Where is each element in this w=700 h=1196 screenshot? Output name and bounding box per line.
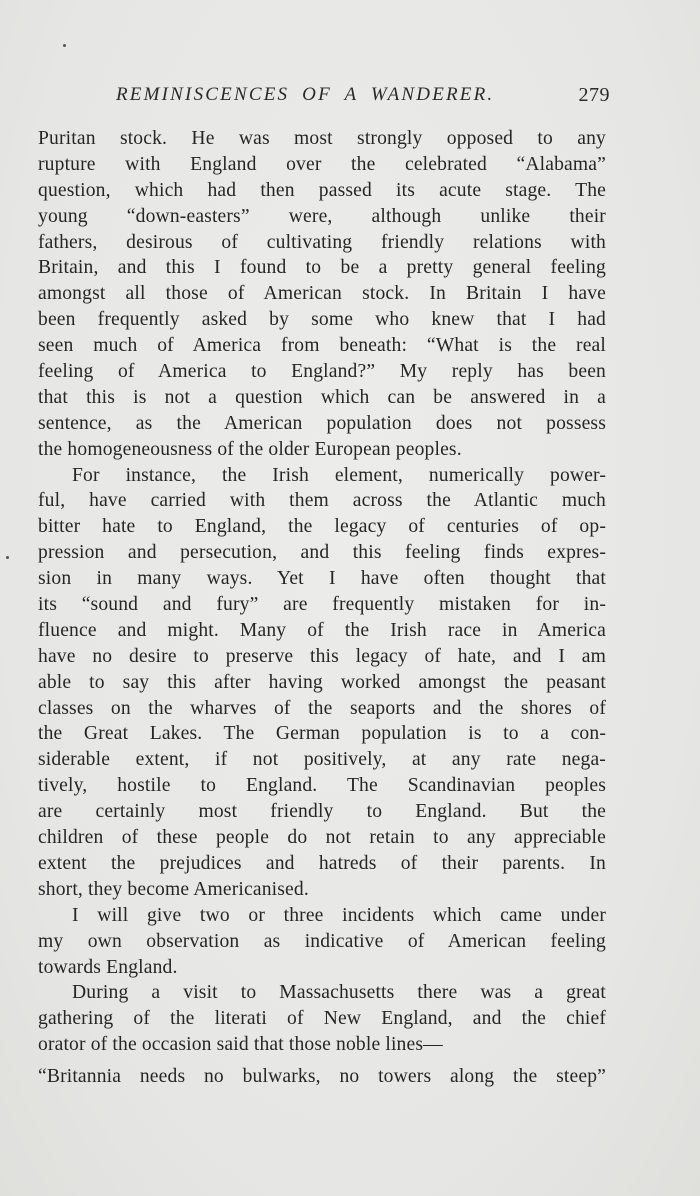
text-line: ful, have carried with them across the Atlantic much bbox=[38, 490, 606, 512]
text-line: siderable extent, if not positively, at any rate nega- bbox=[38, 749, 606, 771]
text-line: the homogeneousness of the older European peoples. bbox=[38, 438, 462, 460]
text-line: my own observation as indicative of American feeling bbox=[38, 930, 606, 952]
text-line: are certainly most friendly to England. But the bbox=[38, 801, 606, 823]
ink-speck bbox=[63, 44, 66, 47]
page-body bbox=[38, 126, 606, 1090]
text-line: fluence and might. Many of the Irish race in America bbox=[38, 619, 606, 641]
text-line: its “sound and fury” are frequently mistaken for in- bbox=[38, 594, 606, 616]
text-line: sion in many ways. Yet I have often thought that bbox=[38, 568, 606, 590]
ink-speck bbox=[6, 556, 9, 559]
text-line: the Great Lakes. The German population is to a con- bbox=[38, 723, 606, 745]
text-line: been frequently asked by some who knew that I had bbox=[38, 309, 606, 331]
text-line: amongst all those of American stock. In Britain I have bbox=[38, 283, 606, 305]
text-line: able to say this after having worked amongst the peasant bbox=[38, 671, 606, 693]
page-number: 279 bbox=[578, 84, 610, 106]
text-line: Britain, and this I found to be a pretty general feeling bbox=[38, 257, 606, 279]
text-line: extent the prejudices and hatreds of their parents. In bbox=[38, 852, 606, 874]
text-line: question, which had then passed its acute stage. The bbox=[38, 179, 606, 201]
text-line: rupture with England over the celebrated “Alabama” bbox=[38, 153, 606, 175]
paragraph-first-line: For instance, the Irish element, numerically power- bbox=[72, 464, 606, 486]
quoted-verse-line: “Britannia needs no bulwarks, no towers along the steep” bbox=[38, 1066, 606, 1088]
text-line: bitter hate to England, the legacy of centuries of op- bbox=[38, 516, 606, 538]
text-line: children of these people do not retain to any appreciable bbox=[38, 827, 606, 849]
paragraph-first-line: I will give two or three incidents which came under bbox=[72, 904, 606, 926]
text-line: orator of the occasion said that those noble lines— bbox=[38, 1034, 443, 1056]
text-line: have no desire to preserve this legacy of hate, and I am bbox=[38, 645, 606, 667]
text-line: sentence, as the American population does not possess bbox=[38, 412, 606, 434]
text-line: towards England. bbox=[38, 956, 178, 978]
running-title: REMINISCENCES OF A WANDERER. bbox=[116, 84, 495, 105]
text-line: young “down-easters” were, although unlike their bbox=[38, 205, 606, 227]
text-line: gathering of the literati of New England, and the chief bbox=[38, 1008, 606, 1030]
text-line: pression and persecution, and this feeling finds expres- bbox=[38, 542, 606, 564]
text-line: seen much of America from beneath: “What is the real bbox=[38, 335, 606, 357]
text-line: short, they become Americanised. bbox=[38, 878, 309, 900]
running-head bbox=[66, 84, 610, 110]
paragraph-first-line: During a visit to Massachusetts there was a great bbox=[72, 982, 606, 1004]
text-line: tively, hostile to England. The Scandinavian peoples bbox=[38, 775, 606, 797]
text-line: classes on the wharves of the seaports and the shores of bbox=[38, 697, 606, 719]
text-line: fathers, desirous of cultivating friendly relations with bbox=[38, 231, 606, 253]
text-line: feeling of America to England?” My reply has been bbox=[38, 361, 606, 383]
text-line: that this is not a question which can be answered in a bbox=[38, 386, 606, 408]
text-line: Puritan stock. He was most strongly opposed to any bbox=[38, 128, 606, 149]
